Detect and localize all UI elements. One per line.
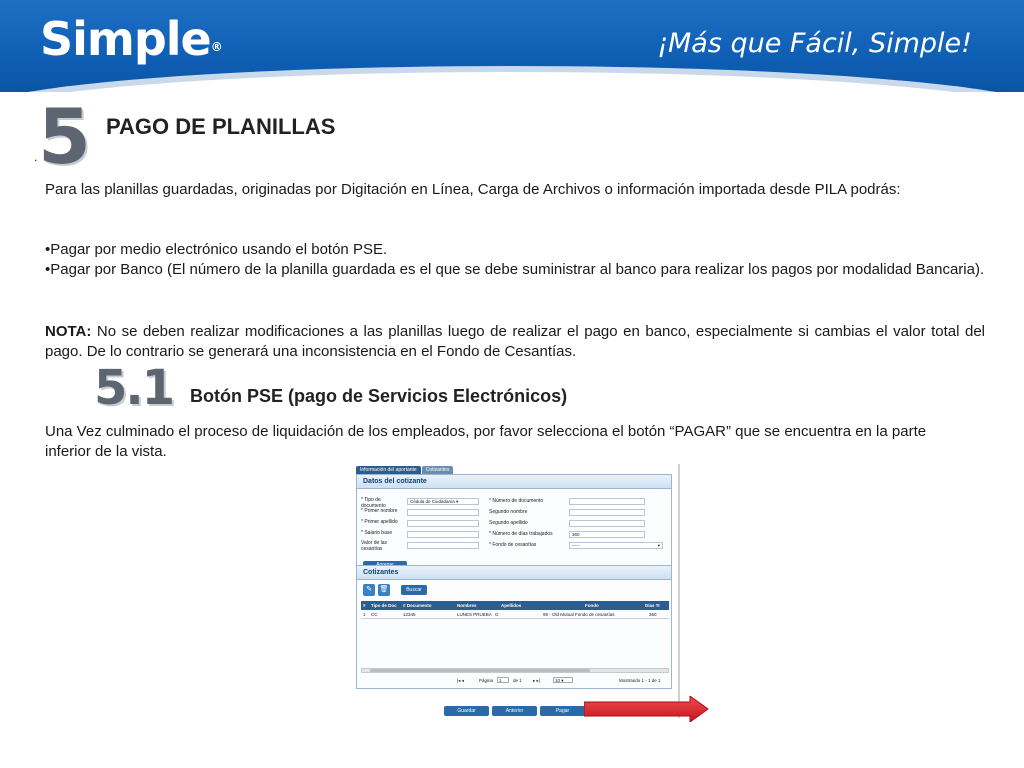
delete-icon[interactable]: 🗑 <box>378 584 390 596</box>
primer-apellido-input[interactable] <box>407 520 479 527</box>
cell-index: 1 <box>363 612 366 617</box>
table-header <box>361 601 669 610</box>
col-tipo-doc[interactable]: Tipo de Doc <box>371 603 397 608</box>
logo-text: Simple <box>40 12 211 66</box>
label-valor-cesantias: Valor de las cesantías <box>361 540 388 552</box>
simple-logo <box>40 12 222 66</box>
dot-mark: . <box>34 150 38 164</box>
pager-of: de 1 <box>513 678 522 683</box>
cell-tipo-doc: CC <box>371 612 378 617</box>
pager-page-label: Página <box>479 678 494 683</box>
cotizantes-panel <box>356 565 672 689</box>
fondo-cesantias-select[interactable] <box>569 542 663 549</box>
pager-page-input[interactable]: 1 <box>497 677 509 683</box>
label-primer-nombre: * Primer nombre <box>361 508 398 514</box>
label-dias-trabajados: * Número de días trabajados <box>489 531 553 537</box>
dias-trabajados-input[interactable]: 360 <box>569 531 645 538</box>
label-segundo-apellido: Segundo apellido <box>489 520 528 526</box>
datos-cotizante-title: Datos del cotizante <box>357 475 671 489</box>
bullet-pse: •Pagar por medio electrónico usando el botón PSE. <box>45 241 388 258</box>
tab-informacion-aportante[interactable]: Información del aportante <box>356 466 421 474</box>
anterior-button[interactable]: Anterior <box>492 706 537 716</box>
pager-size-value: 10 <box>555 678 561 683</box>
segundo-apellido-input[interactable] <box>569 520 645 527</box>
pager-info: Mostrando 1 - 1 de 1 <box>619 678 661 683</box>
header-slogan: ¡Más que Fácil, Simple! <box>657 28 972 59</box>
nota-paragraph <box>45 322 985 362</box>
arrow-right-icon <box>584 696 710 722</box>
pager-size-select[interactable]: 10 ▾ <box>553 677 573 683</box>
cell-nombres: LUNES PRUEBA <box>457 612 492 617</box>
section-number: 5 <box>38 92 91 181</box>
form-actions <box>444 706 585 716</box>
cell-fondo: 99 - Old Mutual Fondo de cesantías <box>543 612 615 617</box>
cell-documento: 12345 <box>403 612 416 617</box>
cotizantes-toolbar <box>363 584 427 596</box>
scrollbar-thumb[interactable] <box>370 669 590 672</box>
label-numero-documento: * Número de documento <box>489 498 544 504</box>
logo-registered-mark: ® <box>210 40 222 54</box>
pagar-button[interactable]: Pagar <box>540 706 585 716</box>
table-row[interactable] <box>361 610 669 619</box>
pager-first-icon[interactable]: |◂ ◂ <box>457 678 464 683</box>
chevron-down-icon: ▾ <box>657 543 660 548</box>
valor-cesantias-input[interactable] <box>407 542 479 549</box>
horizontal-scrollbar[interactable] <box>361 668 669 673</box>
col-fondo[interactable]: Fondo <box>585 603 599 608</box>
col-apellidos[interactable]: Apellidos <box>501 603 522 608</box>
segundo-nombre-input[interactable] <box>569 509 645 516</box>
header-banner <box>0 0 1024 92</box>
tipo-documento-select[interactable]: Cédula de Ciudadanía ▾ <box>407 498 479 505</box>
edit-icon[interactable]: ✎ <box>363 584 375 596</box>
subsection-title: Botón PSE (pago de Servicios Electrónicos) <box>190 386 568 406</box>
pager-next-icon[interactable]: ▸ ▸| <box>533 678 540 683</box>
intro-paragraph: Para las planillas guardadas, originadas por Digitación en Línea, Carga de Archivos o información importada desde PILA podrás: <box>45 181 901 198</box>
col-dias[interactable]: Días Tr <box>645 603 661 608</box>
subsection-number: 5.1 <box>94 360 174 416</box>
datos-cotizante-panel <box>356 474 672 569</box>
tab-bar <box>356 466 454 474</box>
label-tipo-documento: * Tipo de documento <box>361 497 386 509</box>
col-nombres[interactable]: Nombres <box>457 603 477 608</box>
label-fondo-cesantias: * Fondo de cesantías <box>489 542 537 548</box>
cell-dias: 360 <box>649 612 657 617</box>
primer-nombre-input[interactable] <box>407 509 479 516</box>
buscar-button[interactable]: Buscar <box>401 585 427 595</box>
cotizantes-title: Cotizantes <box>357 566 671 580</box>
form-screenshot <box>352 464 680 718</box>
salario-base-input[interactable] <box>407 531 479 538</box>
guardar-button[interactable]: Guardar <box>444 706 489 716</box>
label-segundo-nombre: Segundo nombre <box>489 509 528 515</box>
label-salario-base: * Salario base <box>361 530 393 536</box>
pager <box>361 676 669 685</box>
bullet-banco: •Pagar por Banco (El número de la planilla guardada es el que se debe suministrar al banco para realizar los pagos por modalidad Bancaria). <box>45 261 985 278</box>
cell-apellidos: G <box>495 612 499 617</box>
nota-label: NOTA: <box>45 323 92 340</box>
nota-text: No se deben realizar modificaciones a las planillas luego de realizar el pago en banco, especialmente si cambias el valor total del pago. De lo contrario se generará una inconsistencia en el Fondo de Cesantías. <box>45 323 985 360</box>
label-primer-apellido: * Primer apellido <box>361 519 398 525</box>
subsection-text: Una Vez culminado el proceso de liquidación de los empleados, por favor selecciona el botón “PAGAR” que se encuentra en la parte inferior de la vista. <box>45 423 927 460</box>
tab-cotizantes[interactable]: Cotizantes <box>422 466 454 474</box>
col-index[interactable]: # <box>363 603 366 608</box>
col-documento[interactable]: # Documento <box>403 603 432 608</box>
fondo-cesantias-value: ----- <box>572 543 580 548</box>
numero-documento-input[interactable] <box>569 498 645 505</box>
tipo-documento-value: Cédula de Ciudadanía <box>410 499 455 504</box>
section-title: PAGO DE PLANILLAS <box>106 114 336 139</box>
